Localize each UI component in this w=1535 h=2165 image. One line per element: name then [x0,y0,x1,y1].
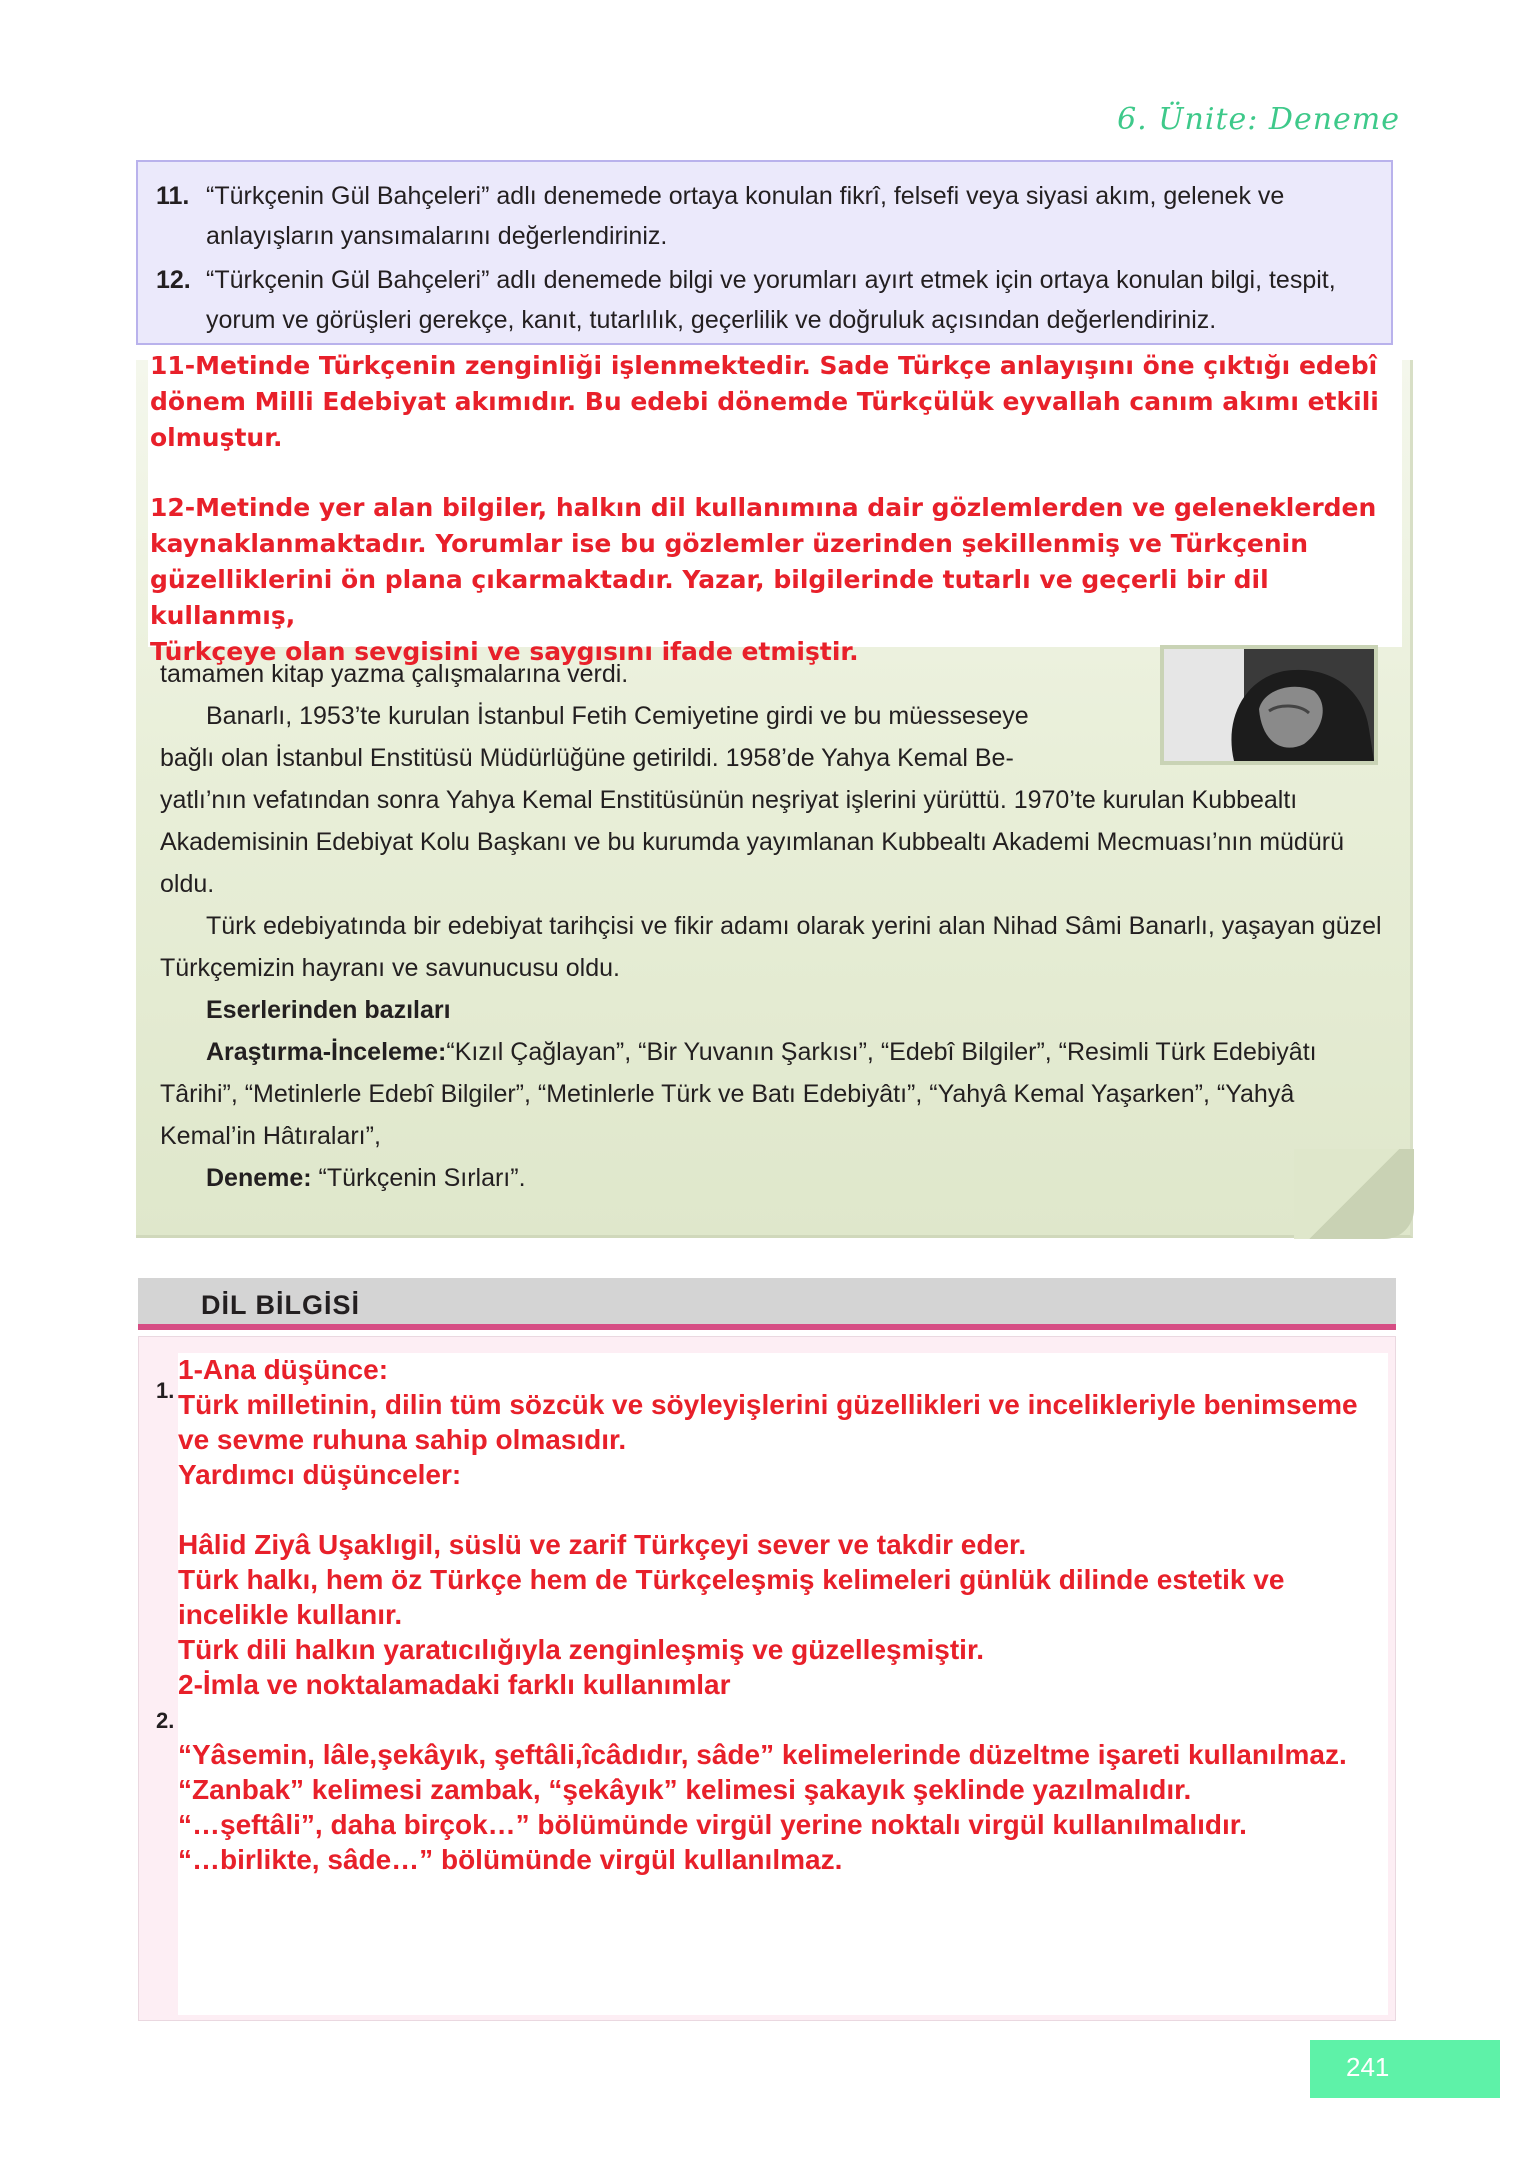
bio-paragraph: Banarlı, 1953’te kurulan İstanbul Fetih Cemiyetine girdi ve bu müesseseye [206,702,1029,730]
handwritten-answers [150,348,1390,670]
bio-paragraph: Türk edebiyatında bir edebiyat tarihçisi ve fikir adamı olarak yerini alan Nihad Sâmi Banarlı, yaşayan güzel Türkçemizin hayranı ve savunucusu oldu. [160,912,1382,982]
answer-12-line: Türkçeye olan sevgisini ve saygısını ifade etmiştir. [150,637,859,666]
works-essay [160,1157,1385,1199]
essay-list: “Türkçenin Sırları”. [311,1164,526,1192]
bio-paragraph: tamamen kitap yazma çalışmalarına verdi. [160,660,629,688]
unit-header: 6. Ünite: Deneme [1117,102,1400,137]
answer-line: “Yâsemin, lâle,şekâyık, şeftâli,îcâdıdır, sâde” kelimelerinde düzeltme işareti kullanılmaz. [178,1739,1347,1770]
author-biography [160,653,1385,1199]
research-list: “Kızıl Çağlayan”, “Bir Yuvanın Şarkısı”, “Edebî Bilgiler”, “Resimli Türk Edebiyâtı Târihi”, “Metinlerle Edebî Bilgiler”, “Metinlerle Türk ve Batı Edebiyâtı”, “Yahyâ Kemal Yaşarken”, “Yahyâ Kemal’in Hâtıraları”, [160,1038,1317,1150]
answer-11-line: dönem Milli Edebiyat akımıdır. Bu edebi dönemde Türkçülük eyvallah canım akımı etkili [150,387,1379,416]
question-number-1: 1. [156,1378,175,1403]
bio-paragraph: bağlı olan İstanbul Enstitüsü Müdürlüğüne getirildi. 1958’de Yahya Kemal Be- [160,744,1014,772]
answer-line: “…şeftâli”, daha birçok…” bölümünde virgül yerine noktalı virgül kullanılmalıdır. [178,1809,1247,1840]
answer-line: “…birlikte, sâde…” bölümünde virgül kullanılmaz. [178,1844,843,1875]
question-item-12 [156,260,1371,340]
question-text: “Türkçenin Gül Bahçeleri” adlı denemede ortaya konulan fikrî, felsefi veya siyasi akım, gelenek ve anlayışların yansımalarını değerlendiriniz. [206,182,1285,250]
works-research [160,1031,1385,1157]
question-number: 12. [156,266,191,294]
answer-11-line: 11-Metinde Türkçenin zenginliği işlenmektedir. Sade Türkçe anlayışını öne çıktığı edebî [150,351,1378,380]
question-item-11 [156,176,1371,256]
dil-bilgisi-title: DİL BİLGİSİ [201,1290,361,1320]
works-title: Eserlerinden bazıları [206,996,451,1024]
answer-line: Hâlid Ziyâ Uşaklıgil, süslü ve zarif Türkçeyi sever ve takdir eder. [178,1529,1027,1560]
bio-paragraph: yatlı’nın vefatından sonra Yahya Kemal Enstitüsünün neşriyat işlerini yürüttü. 1970’te kurulan Kubbealtı Akademisinin Edebiyat Kolu Başkanı ve bu kurumda yayımlanan Kubbealtı Akademi Mecmuası’nın müdürü oldu. [160,786,1344,898]
answer-line: 1-Ana düşünce: [178,1354,389,1385]
answer-line: Türk milletinin, dilin tüm sözcük ve söyleyişlerini güzellikleri ve incelikleriyle benimseme [178,1389,1358,1420]
answer-line: 2-İmla ve noktalamadaki farklı kullanımlar [178,1669,731,1700]
dil-bilgisi-answers [178,1352,1393,1877]
essay-label: Deneme: [206,1164,312,1192]
question-number: 11. [156,182,190,210]
answer-12-line: 12-Metinde yer alan bilgiler, halkın dil kullanımına dair gözlemlerden ve geleneklerden [150,493,1377,522]
answer-line: “Zanbak” kelimesi zambak, “şekâyık” kelimesi şakayık şeklinde yazılmalıdır. [178,1774,1192,1805]
page-number-tab [1310,2040,1500,2098]
answer-line: Yardımcı düşünceler: [178,1459,462,1490]
research-label: Araştırma-İnceleme: [206,1038,447,1066]
answer-12-line: güzelliklerini ön plana çıkarmaktadır. Yazar, bilgilerinde tutarlı ve geçerli bir dil kullanmış, [150,565,1269,630]
answer-line: Türk halkı, hem öz Türkçe hem de Türkçeleşmiş kelimeleri günlük dilinde estetik ve incelikle kullanır. [178,1564,1285,1630]
answer-11-line: olmuştur. [150,423,283,452]
answer-line: Türk dili halkın yaratıcılığıyla zenginleşmiş ve güzelleşmiştir. [178,1634,985,1665]
question-number-2: 2. [156,1708,175,1733]
page-number: 241 [1346,2052,1390,2082]
answer-line: ve sevme ruhuna sahip olmasıdır. [178,1424,627,1455]
questions-box [136,160,1393,345]
answer-12-line: kaynaklanmaktadır. Yorumlar ise bu gözlemler üzerinden şekillenmiş ve Türkçenin [150,529,1309,558]
question-text: “Türkçenin Gül Bahçeleri” adlı denemede bilgi ve yorumları ayırt etmek için ortaya konulan bilgi, tespit, yorum ve görüşleri gerekçe, kanıt, tutarlılık, geçerlilik ve doğruluk açısından değerlendiriniz. [206,266,1336,334]
